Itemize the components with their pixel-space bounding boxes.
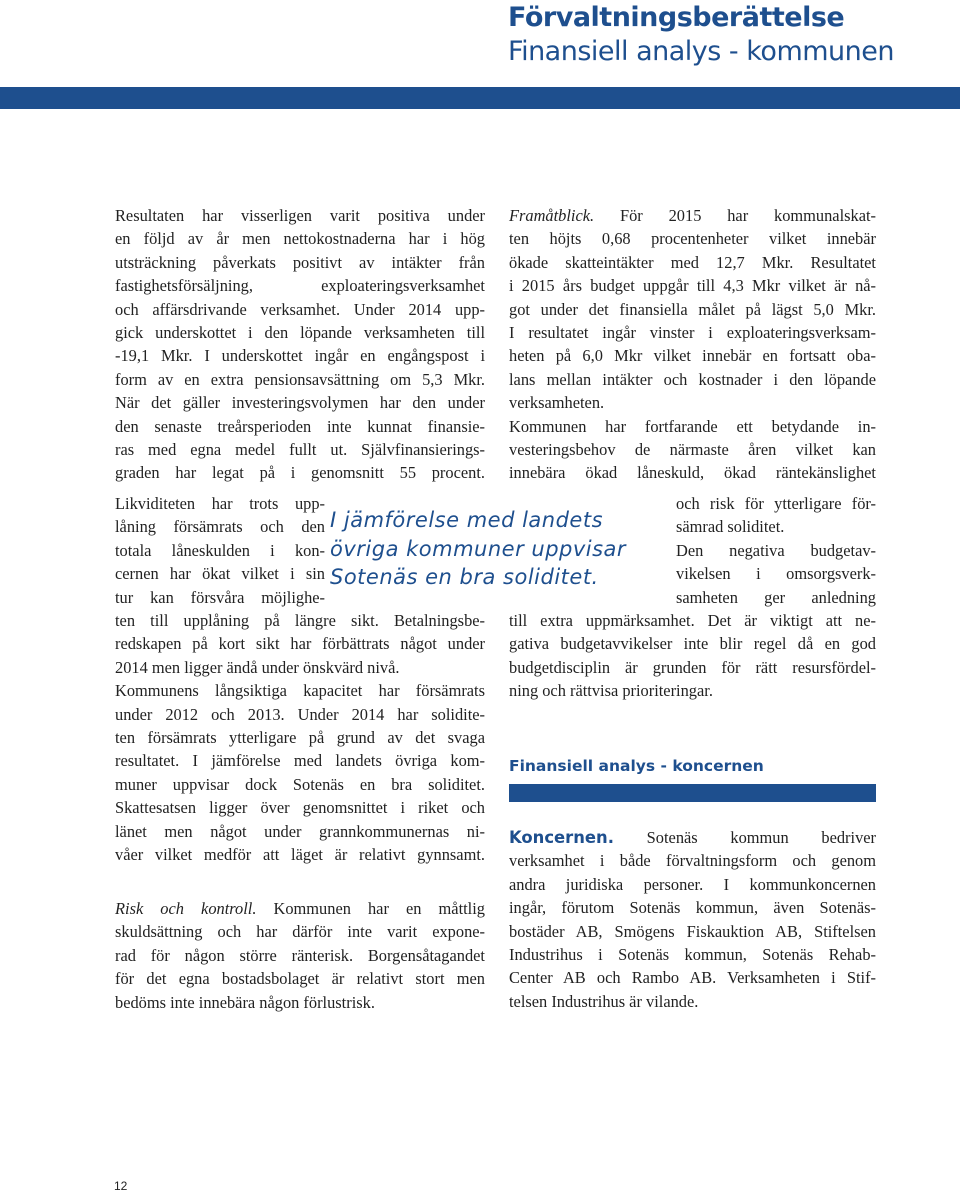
text-line: muner uppvisar dock Sotenäs en bra soliditet. xyxy=(115,774,485,794)
pull-quote-line: I jämförelse med landets xyxy=(330,508,604,532)
text-line: Likviditeten har trots upp- xyxy=(115,494,325,513)
forward-text: För 2015 har kommunalskat- xyxy=(594,206,876,225)
risk-text: Kommunen har en måttlig xyxy=(256,899,485,918)
text-line: vikelsen i omsorgsverk- xyxy=(676,564,876,584)
text-line: till extra uppmärksamhet. Det är viktigt att ne- xyxy=(509,611,876,630)
text-line: Resultaten har visserligen varit positiva under xyxy=(115,206,485,225)
text-line xyxy=(509,826,876,849)
text-line: cernen har ökat vilket i sin xyxy=(115,564,325,584)
header-title: Förvaltningsberättelse xyxy=(508,2,845,33)
text-line: totala låneskulden i kon- xyxy=(115,540,325,560)
text-line: ning och rättvisa prioriteringar. xyxy=(509,681,713,701)
text-line: Kommunen har fortfarande ett betydande in- xyxy=(509,416,876,436)
risk-paragraph xyxy=(115,897,485,1014)
text-line: bedöms inte innebära någon förlustrisk. xyxy=(115,992,375,1012)
text-line: fastighetsförsäljning, exploateringsverksamhet xyxy=(115,276,485,296)
text-line: redskapen på kort sikt har förbättrats något under xyxy=(115,634,485,654)
text-line: verksamheten. xyxy=(509,393,605,413)
left-wrap-text xyxy=(115,492,325,609)
text-line: När det gäller investeringsvolymen har den under xyxy=(115,393,485,413)
text-line: lans mellan intäkter och kostnader i den löpande xyxy=(509,369,876,389)
koncernen-paragraph xyxy=(509,826,876,1013)
text-line: bostäder AB, Smögens Fiskauktion AB, Stiftelsen xyxy=(509,921,876,941)
text-line: Industrihus i Sotenäs kommun, Sotenäs Rehab- xyxy=(509,945,876,965)
section-bar xyxy=(509,784,876,802)
text-line: got under det finansiella målet på lägst 5,0 Mkr. xyxy=(509,299,876,319)
text-line: för det egna bostadsbolaget är relativt stort men xyxy=(115,969,485,989)
text-line: Kommunens långsiktiga kapacitet har försämrats xyxy=(115,681,485,701)
text-line: Skattesatsen ligger över genomsnittet i riket och xyxy=(115,798,485,818)
text-line: och affärsdrivande verksamhet. Under 2014 upp- xyxy=(115,299,485,319)
header-band xyxy=(0,87,960,109)
text-line: vesteringsbehov de närmaste åren vilket kan xyxy=(509,440,876,460)
text-line: ökade skatteintäkter med 12,7 Mkr. Resultatet xyxy=(509,252,876,272)
pull-quote-line: övriga kommuner uppvisar xyxy=(330,536,627,561)
section-title: Finansiell analys - koncernen xyxy=(509,757,764,775)
text-line: ten till upplåning på längre sikt. Betalningsbe- xyxy=(115,611,485,630)
text-line: ras med egna medel fullt ut. Självfinansierings- xyxy=(115,440,485,460)
text-line: länet men något under grannkommunernas ni- xyxy=(115,821,485,841)
text-line: tur kan försvåra möjlighe- xyxy=(115,587,325,607)
text-line: andra juridiska personer. I kommunkoncernen xyxy=(509,874,876,894)
left-column xyxy=(115,204,485,485)
text-line: graden har legat på i genomsnitt 55 procent. xyxy=(115,463,485,483)
text-line: budgetdisciplin är grunden för rätt resursfördel- xyxy=(509,657,876,677)
text-line: sämrad soliditet. xyxy=(676,517,785,537)
text-line: Center AB och Rambo AB. Verksamheten i Stif- xyxy=(509,968,876,988)
right-column xyxy=(509,204,876,485)
koncernen-lead: Koncernen. xyxy=(509,828,614,847)
text-line: I resultatet ingår vinster i exploateringsverksam- xyxy=(509,323,876,343)
pull-quote-line: Sotenäs en bra soliditet. xyxy=(330,565,599,589)
risk-lead: Risk och kontroll. xyxy=(115,899,257,918)
text-line: gativa budgetavvikelser inte blir regel då en god xyxy=(509,634,876,654)
text-line: telsen Industrihus är vilande. xyxy=(509,991,699,1011)
text-line: 2014 men ligger ändå under önskvärd nivå. xyxy=(115,657,400,677)
text-line: ingår, förutom Sotenäs kommun, även Sotenäs- xyxy=(509,898,876,918)
text-line: innebära ökad låneskuld, ökad räntekänslighet xyxy=(509,463,876,483)
text-line: samheten ger anledning xyxy=(676,587,876,607)
text-line: den senaste treårsperioden inte kunnat finansie- xyxy=(115,416,485,436)
text-line: utsträckning påverkats positivt av intäkter från xyxy=(115,252,485,272)
header-subtitle: Finansiell analys - kommunen xyxy=(508,36,895,67)
right-column-lower xyxy=(509,609,876,703)
page-number: 12 xyxy=(114,1179,128,1193)
text-line: låning försämrats och den xyxy=(115,517,325,537)
text-line: rad för någon större ränterisk. Borgensåtagandet xyxy=(115,945,485,965)
pull-quote xyxy=(330,506,626,592)
text-line: form av en extra pensionsavsättning om 5,3 Mkr. xyxy=(115,369,485,389)
text-line: -19,1 Mkr. I underskottet ingår en engångspost i xyxy=(115,346,485,366)
left-column-lower xyxy=(115,609,485,866)
text-line: ten höjts 0,68 procentenheter vilket innebär xyxy=(509,229,876,249)
text-line: en följd av år men nettokostnaderna har i hög xyxy=(115,229,485,249)
koncernen-text: Sotenäs kommun bedriver xyxy=(613,828,876,847)
text-line: i 2015 års budget uppgår till 4,3 Mkr vilket är nå- xyxy=(509,276,876,296)
text-line: gick underskottet i den löpande verksamheten till xyxy=(115,323,485,343)
text-line: skuldsättning och har därför inte varit expone- xyxy=(115,922,485,942)
text-line: heten på 6,0 Mkr vilket innebär en fortsatt oba- xyxy=(509,346,876,366)
text-line: verksamhet i både förvaltningsform och genom xyxy=(509,851,876,871)
text-line xyxy=(115,897,485,920)
text-line xyxy=(509,204,876,227)
text-line: våer vilket medför att läget är relativt gynnsamt. xyxy=(115,845,485,865)
text-line: under 2012 och 2013. Under 2014 har solidite- xyxy=(115,704,485,724)
text-line: och risk för ytterligare för- xyxy=(676,494,876,513)
text-line: resultatet. I jämförelse med landets övriga kom- xyxy=(115,751,485,771)
forward-lead: Framåtblick. xyxy=(509,206,595,225)
text-line: ten försämrats ytterligare på grund av det svaga xyxy=(115,728,485,748)
text-line: Den negativa budgetav- xyxy=(676,540,876,560)
right-wrap-text xyxy=(676,492,876,609)
